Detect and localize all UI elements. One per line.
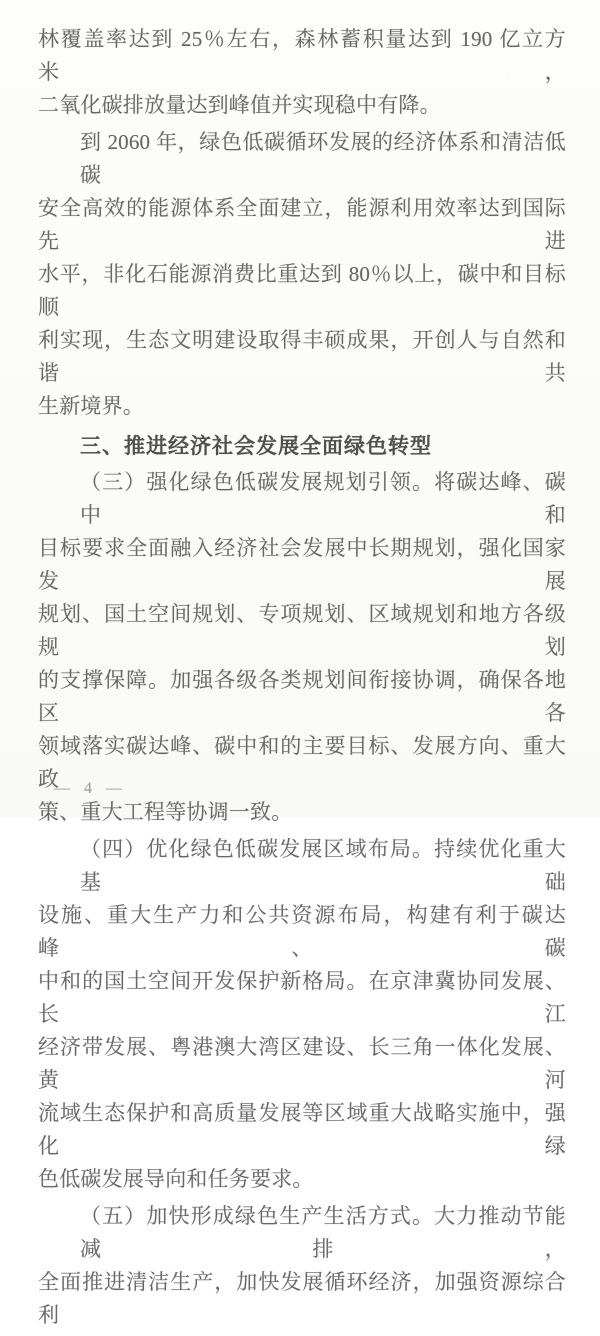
text-line: 经济带发展、粤港澳大湾区建设、长三角一体化发展、黄河 (38, 1035, 566, 1092)
text-line: （三）强化绿色低碳发展规划引领。将碳达峰、碳中和 (80, 470, 566, 527)
text-line: 到 2060 年，绿色低碳循环发展的经济体系和清洁低碳 (80, 130, 566, 187)
paragraph (38, 833, 566, 1196)
paragraph (38, 23, 566, 122)
text-line: （五）加快形成绿色生产生活方式。大力推动节能减排， (80, 1204, 566, 1261)
page-number: — 4 — (54, 780, 124, 797)
text-line: 二氧化碳排放量达到峰值并实现稳中有降。 (38, 93, 441, 117)
text-line: 策、重大工程等协调一致。 (38, 800, 293, 824)
paragraph (38, 466, 566, 829)
heading-line: 三、推进经济社会发展全面绿色转型 (80, 435, 432, 458)
section-heading (38, 430, 566, 463)
text-line: 生新境界。 (38, 394, 144, 418)
text-line: 设施、重大生产力和公共资源布局，构建有利于碳达峰、碳 (38, 903, 566, 960)
text-line: 流域生态保护和高质量发展等区域重大战略实施中，强化绿 (38, 1101, 566, 1158)
text-line: （四）优化绿色低碳发展区域布局。持续优化重大基础 (80, 837, 566, 894)
text-line: 全面推进清洁生产，加快发展循环经济，加强资源综合利 (38, 1270, 566, 1327)
text-line: 目标要求全面融入经济社会发展中长期规划，强化国家发展 (38, 536, 566, 593)
text-line: 领域落实碳达峰、碳中和的主要目标、发展方向、重大政 (38, 734, 566, 791)
text-line: 中和的国土空间开发保护新格局。在京津冀协同发展、长江 (38, 969, 566, 1026)
text-line: 利实现，生态文明建设取得丰硕成果，开创人与自然和谐共 (38, 328, 566, 385)
text-line: 的支撑保障。加强各级各类规划间衔接协调，确保各地区各 (38, 668, 566, 725)
text-line: 水平，非化石能源消费比重达到 80％以上，碳中和目标顺 (38, 262, 566, 319)
paragraph (38, 1200, 566, 1332)
document-body (38, 23, 566, 1336)
text-line: 安全高效的能源体系全面建立，能源利用效率达到国际先进 (38, 196, 566, 253)
text-line: 林覆盖率达到 25％左右，森林蓄积量达到 190 亿立方米， (38, 27, 566, 84)
text-line: 规划、国土空间规划、专项规划、区域规划和地方各级规划 (38, 602, 566, 659)
text-line: 色低碳发展导向和任务要求。 (38, 1167, 314, 1191)
paragraph (38, 126, 566, 423)
